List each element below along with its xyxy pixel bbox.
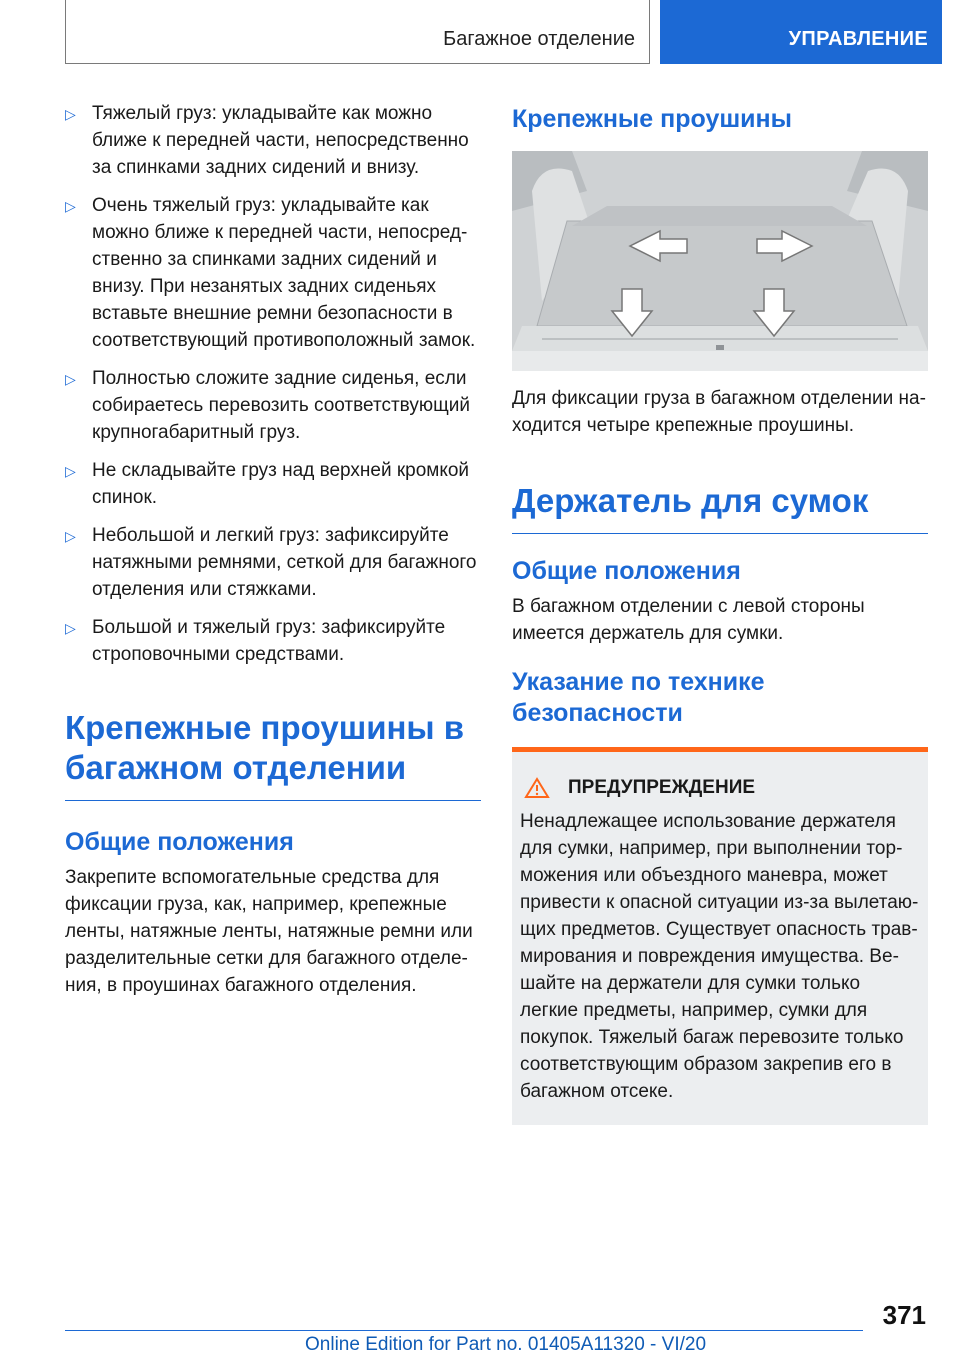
warning-triangle-icon xyxy=(524,777,550,799)
list-item xyxy=(65,614,481,668)
list-item-text: Тяжелый груз: укладывайте как можно ближе к передней части, непосредственно за спинками задних сидений и внизу. xyxy=(92,103,469,178)
triangle-bullet-icon: ▷ xyxy=(65,463,76,479)
warning-box xyxy=(512,747,928,1125)
section-title: УПРАВЛЕНИЕ xyxy=(788,28,928,50)
left-column xyxy=(65,100,481,999)
list-item-text: Не складывайте груз над верхней кромкой спинок. xyxy=(92,460,470,508)
list-item-text: Большой и тяжелый груз: зафиксируйте строповочными средствами. xyxy=(92,617,446,665)
list-item xyxy=(65,192,481,354)
triangle-bullet-icon: ▷ xyxy=(65,106,76,122)
right-column xyxy=(512,100,928,1125)
bag-holder-heading: Держатель для сумок xyxy=(512,481,928,534)
list-item-text: Очень тяжелый груз: укладывайте как можно ближе к передней части, непосредственно за спинками задних сидений и внизу. При незанятых задних сиденьях вставьте внешние ремни безопасности в соответствующий противоположный замок. xyxy=(92,195,476,351)
warning-title: ПРЕДУПРЕЖДЕНИЕ xyxy=(568,777,756,798)
general-heading: Общие положения xyxy=(512,557,741,585)
list-item-text: Небольшой и легкий груз: зафиксируйте натяжными ремнями, сеткой для багажного отделения или стяжками. xyxy=(92,525,477,600)
trunk-photo xyxy=(512,151,928,371)
section-heading: Крепежные проушины в багажном отделении xyxy=(65,708,481,801)
eyes-caption: Для фиксации груза в багажном отделении находится четыре крепежные проушины. xyxy=(512,388,926,436)
subsection-heading: Общие положения xyxy=(65,828,294,856)
triangle-bullet-icon: ▷ xyxy=(65,528,76,544)
chapter-tab xyxy=(65,0,650,64)
list-item xyxy=(65,522,481,603)
trunk-illustration xyxy=(512,151,928,371)
page-number: 371 xyxy=(882,1300,926,1330)
safety-heading: Указание по технике безопасности xyxy=(512,668,765,727)
list-item xyxy=(65,457,481,511)
list-item-text: Полностью сложите задние сиденья, если собираетесь перевозить соответствующий крупногабаритный груз. xyxy=(92,368,470,443)
bullet-list xyxy=(65,100,481,668)
general-paragraph: В багажном отделении с левой стороны имеется держатель для сумки. xyxy=(512,596,865,644)
footer-divider xyxy=(65,1330,863,1331)
warning-header xyxy=(520,776,920,800)
body-paragraph: Закрепите вспомогательные средства для фиксации груза, как, например, крепежные ленты, натяжные ленты, натяжные ремни или разделительные сетки для багажного отделения, в проушинах багажного отделения. xyxy=(65,867,473,996)
triangle-bullet-icon: ▷ xyxy=(65,371,76,387)
triangle-bullet-icon: ▷ xyxy=(65,198,76,214)
edition-text: Online Edition for Part no. 01405A11320 - VI/20 xyxy=(305,1334,707,1355)
section-tab xyxy=(660,0,942,64)
warning-text: Ненадлежащее использование держателя для сумки, например, при выполнении торможения или объездного маневра, может привести к опасной ситуации из-за вылетающих предметов. Существует опасность травмирования и повреждения имущества. Вешайте на держатели для сумки только легкие предметы, например, сумки для покупок. Тяжелый багаж перевозите только соответствующим образом закрепив его в багажном отсеке. xyxy=(520,811,919,1102)
chapter-title: Багажное отделение xyxy=(443,28,635,50)
list-item xyxy=(65,365,481,446)
eyes-heading: Крепежные проушины xyxy=(512,105,793,133)
triangle-bullet-icon: ▷ xyxy=(65,620,76,636)
list-item xyxy=(65,100,481,181)
